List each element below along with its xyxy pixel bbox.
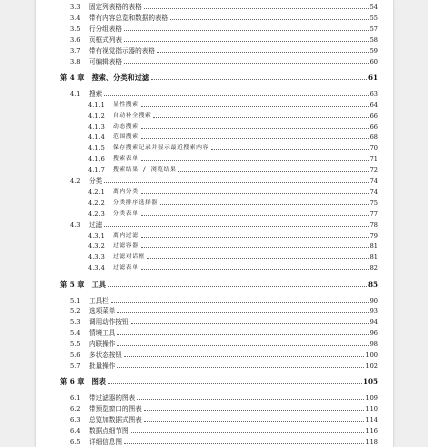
toc-entry-title: 页框式列表	[89, 35, 122, 44]
toc-entry-line	[60, 74, 378, 82]
toc-entry-title: 调用动作按钮	[89, 318, 129, 327]
dot-leader	[104, 95, 368, 96]
toc-entry-line	[60, 378, 378, 386]
dot-leader	[141, 247, 369, 248]
toc-entry-number: 4.1.7	[88, 166, 105, 175]
toc-entry-title: 内联操作	[89, 340, 116, 349]
toc-page-number: 75	[369, 198, 378, 207]
toc-page-number: 98	[369, 340, 378, 349]
toc-chapter-entry[interactable]	[36, 376, 393, 387]
toc-entry-title: 行分组表格	[89, 24, 122, 33]
toc-page-number: 79	[369, 231, 378, 240]
toc-page-number: 100	[365, 351, 378, 359]
toc-entry[interactable]	[36, 34, 393, 45]
dot-leader	[104, 182, 368, 183]
toc-entry-title: 显性搜索	[113, 101, 139, 108]
toc-entry-line	[89, 177, 378, 185]
toc-entry[interactable]	[36, 295, 393, 306]
toc-entry-line	[113, 264, 378, 272]
toc-entry-line	[89, 427, 378, 435]
dot-leader	[147, 258, 369, 259]
toc-entry-number: 4.1.6	[88, 155, 105, 164]
dot-leader	[151, 79, 367, 80]
toc-entry[interactable]	[36, 425, 393, 436]
toc-entry-line	[89, 438, 378, 446]
toc-entry[interactable]	[36, 121, 393, 132]
dot-leader	[117, 345, 368, 346]
toc-entry-title: 搜索结果 / 浏览结果	[113, 167, 177, 174]
toc-entry[interactable]	[36, 403, 393, 414]
toc-entry[interactable]	[36, 110, 393, 121]
dot-leader	[108, 383, 362, 384]
dot-leader	[157, 52, 369, 53]
dot-leader	[131, 323, 369, 324]
dot-leader	[124, 41, 369, 42]
toc-entry-line	[113, 188, 378, 196]
dot-leader	[153, 117, 368, 118]
toc-entry-title: 过滤表单	[113, 265, 139, 272]
toc-page-number: 60	[369, 57, 378, 66]
dot-leader	[144, 8, 369, 9]
toc-entry-line	[89, 340, 378, 348]
toc-entry-line	[89, 14, 378, 22]
toc-entry-title: 可编辑表格	[89, 57, 122, 66]
toc-page-number: 90	[369, 296, 378, 305]
dot-leader	[104, 226, 368, 227]
toc-entry-title: 动态搜索	[113, 123, 139, 130]
toc-entry-title: 分类表单	[113, 210, 139, 217]
toc-page-number: 118	[365, 437, 378, 446]
dot-leader	[144, 421, 365, 422]
toc-entry-number: 3.8	[70, 57, 81, 66]
toc-entry-number: 3.6	[70, 35, 81, 44]
toc-entry-number: 4.1.5	[88, 144, 105, 153]
toc-entry[interactable]	[36, 12, 393, 23]
toc-entry-line	[89, 351, 378, 359]
toc-entry[interactable]	[36, 56, 393, 67]
toc-entry[interactable]	[36, 240, 393, 251]
document-page	[36, 0, 393, 447]
toc-entry-line	[89, 90, 378, 98]
toc-entry-number: 6.4	[70, 426, 81, 435]
toc-entry-title: 多状态按钮	[89, 351, 122, 359]
toc-page-number: 64	[369, 100, 378, 109]
toc-entry-line	[89, 318, 378, 326]
dot-leader	[117, 367, 364, 368]
toc-page-number: 105	[362, 377, 378, 387]
toc-entry-number: 5.2	[70, 307, 81, 316]
toc-page-number: 58	[369, 35, 378, 44]
dot-leader	[124, 443, 364, 444]
toc-entry[interactable]	[36, 99, 393, 110]
toc-page-number: 114	[365, 416, 378, 424]
toc-entry[interactable]	[36, 186, 393, 197]
toc-entry-number: 6.3	[70, 416, 81, 424]
toc-entry-line	[113, 232, 378, 240]
toc-entry-number: 5.7	[70, 361, 81, 370]
toc-page-number: 63	[369, 89, 378, 98]
toc-entry-number: 3.4	[70, 13, 81, 22]
toc-entry-number: 3.3	[70, 3, 81, 11]
toc-entry-title: 过滤容器	[113, 243, 139, 250]
toc-entry-line	[89, 58, 378, 66]
toc-entry-title: 工具栏	[89, 296, 109, 305]
toc-entry-title: 搜索	[89, 89, 103, 98]
toc-entry-line	[113, 144, 378, 152]
toc-entry-line	[89, 36, 378, 44]
dot-leader	[141, 138, 369, 139]
toc-entry-title: 过滤	[89, 220, 103, 229]
toc-entry-title: 数据点细节图	[89, 426, 129, 435]
toc-entry[interactable]	[36, 436, 393, 447]
toc-page-number: 102	[365, 361, 378, 370]
toc-entry-title: 分类排序选择器	[113, 199, 158, 206]
toc-entry[interactable]	[36, 1, 393, 12]
dot-leader	[141, 269, 369, 270]
dot-leader	[137, 399, 364, 400]
toc-entry-title: 固定列表格的表格	[89, 3, 142, 11]
toc-page-number: 81	[369, 253, 378, 262]
toc-entry[interactable]	[36, 360, 393, 371]
toc-entry[interactable]	[36, 142, 393, 153]
toc-page-number: 61	[367, 72, 378, 82]
toc-entry-line	[113, 101, 378, 109]
toc-entry-number: 5.5	[70, 340, 81, 349]
toc-page-number: 81	[369, 242, 378, 251]
toc-entry-number: 4.3	[70, 220, 81, 229]
toc-page-number: 54	[369, 3, 378, 11]
dot-leader	[117, 334, 368, 335]
toc-entry-number: 6.2	[70, 405, 81, 414]
dot-leader	[117, 312, 368, 313]
dot-leader	[124, 30, 369, 31]
toc-page-number: 82	[369, 264, 378, 273]
toc-entry-number: 5.6	[70, 351, 81, 359]
toc-entry-number: 5.3	[70, 318, 81, 327]
toc-entry-line	[113, 210, 378, 218]
toc-entry-line	[89, 47, 378, 55]
toc-entry-number: 4.1.4	[88, 133, 105, 142]
toc-page-number: 96	[369, 329, 378, 338]
dot-leader	[160, 204, 369, 205]
dot-leader	[141, 215, 369, 216]
toc-chapter-entry[interactable]	[36, 279, 393, 290]
toc-entry-number: 4.2.3	[88, 209, 105, 218]
dot-leader	[108, 286, 367, 287]
toc-page-number: 77	[369, 209, 378, 218]
toc-page-number: 78	[369, 220, 378, 229]
toc-entry-line	[113, 166, 378, 174]
toc-entry-title: 离内过滤	[113, 232, 139, 239]
dot-leader	[141, 160, 369, 161]
toc-entry[interactable]	[36, 316, 393, 327]
toc-page-number: 109	[365, 394, 378, 403]
toc-entry[interactable]	[36, 392, 393, 403]
toc-entry-title: 带有视觉指示器的表格	[89, 46, 155, 55]
toc-page-number: 74	[369, 177, 378, 185]
toc-entry-number: 4.2.2	[88, 198, 105, 207]
toc-entry-title: 总览加数据式图表	[89, 416, 142, 424]
toc-entry-number: 5.4	[70, 329, 81, 338]
toc-entry[interactable]	[36, 327, 393, 338]
toc-entry-number: 5.1	[70, 296, 81, 305]
dot-leader	[131, 432, 365, 433]
toc-entry[interactable]	[36, 349, 393, 360]
toc-page-number: 68	[369, 133, 378, 142]
toc-entry-number: 3.5	[70, 24, 81, 33]
toc-entry-line	[89, 25, 378, 33]
toc-entry[interactable]	[36, 131, 393, 142]
toc-entry-title: 带预览窗口的图表	[89, 405, 142, 414]
toc-entry-number: 4.2.1	[88, 187, 105, 196]
toc-page-number: 71	[369, 155, 378, 164]
toc-entry-number: 4.3.4	[88, 264, 105, 273]
toc-page-number: 94	[369, 318, 378, 327]
toc-entry[interactable]	[36, 153, 393, 164]
toc-entry[interactable]	[36, 338, 393, 349]
toc-page-number: 59	[369, 46, 378, 55]
toc-entry-title: 分类	[89, 177, 103, 185]
toc-entry-title: 第 6 章 图表	[60, 377, 106, 387]
toc-entry-line	[89, 416, 378, 424]
toc-entry-number: 3.7	[70, 46, 81, 55]
toc-entry-line	[89, 362, 378, 370]
toc-entry[interactable]	[36, 197, 393, 208]
toc-entry[interactable]	[36, 251, 393, 262]
toc-entry-title: 保存搜索记录并显示最近搜索内容	[113, 145, 209, 152]
toc-entry[interactable]	[36, 175, 393, 186]
dot-leader	[178, 171, 368, 172]
toc-entry-line	[89, 405, 378, 413]
toc-page-number: 74	[369, 187, 378, 196]
toc-entry[interactable]	[36, 230, 393, 241]
toc-entry-number: 6.5	[70, 437, 81, 446]
toc-entry-line	[89, 221, 378, 229]
toc-page-number: 116	[365, 426, 378, 435]
toc-entry-line	[113, 133, 378, 141]
toc-entry-title: 第 4 章 搜索、分类和过滤	[60, 72, 150, 82]
toc-entry-title: 批量操作	[89, 361, 116, 370]
toc-entry-title: 范围搜索	[113, 134, 139, 141]
toc-entry[interactable]	[36, 305, 393, 316]
toc-entry-number: 4.2	[70, 177, 81, 185]
toc-entry-title: 选项菜单	[89, 307, 116, 316]
toc-entry[interactable]	[36, 164, 393, 175]
toc-entry-title: 过滤对话框	[113, 254, 145, 261]
toc-entry-line	[113, 123, 378, 131]
toc-entry[interactable]	[36, 208, 393, 219]
dot-leader	[144, 410, 365, 411]
toc-page-number: 66	[369, 111, 378, 120]
toc-entry-line	[113, 155, 378, 163]
toc-entry-title: 第 5 章 工具	[60, 279, 106, 289]
toc-entry-line	[89, 297, 378, 305]
toc-page-number: 66	[369, 122, 378, 131]
toc-entry-line	[113, 242, 378, 250]
toc-entry-number: 6.1	[70, 394, 81, 403]
dot-leader	[141, 106, 369, 107]
toc-page-number: 57	[369, 24, 378, 33]
toc-entry[interactable]	[36, 23, 393, 34]
dot-leader	[211, 149, 369, 150]
toc-chapter-entry[interactable]	[36, 72, 393, 83]
toc-entry-line	[89, 307, 378, 315]
toc-page-number: 72	[369, 166, 378, 175]
toc-entry[interactable]	[36, 88, 393, 99]
toc-entry-number: 4.1.1	[88, 100, 105, 109]
toc-entry-title: 带有内容总览和数据的表格	[89, 13, 169, 22]
toc-entry[interactable]	[36, 414, 393, 425]
toc-entry-number: 4.1.3	[88, 122, 105, 131]
toc-entry[interactable]	[36, 45, 393, 56]
toc-entry-line	[89, 394, 378, 402]
toc-entry-line	[113, 112, 378, 120]
toc-entry-line	[113, 199, 378, 207]
dot-leader	[141, 237, 369, 238]
toc-page-number: 70	[369, 144, 378, 153]
toc-entry-line	[60, 281, 378, 289]
toc-entry-line	[89, 329, 378, 337]
toc-entry-number: 4.3.3	[88, 253, 105, 262]
toc-entry-title: 详细信息图	[89, 437, 122, 446]
toc-entry-line	[89, 3, 378, 11]
toc-entry-title: 自动补全搜索	[113, 112, 152, 119]
dot-leader	[141, 193, 369, 194]
dot-leader	[141, 128, 369, 129]
toc-entry-title: 情境工具	[89, 329, 116, 338]
toc-entry-number: 4.3.2	[88, 242, 105, 251]
toc-page-number: 110	[365, 405, 378, 414]
toc-entry-number: 4.1.2	[88, 111, 105, 120]
dot-leader	[111, 302, 369, 303]
toc-entry-title: 搜索表单	[113, 156, 139, 163]
toc-page-number: 55	[369, 13, 378, 22]
toc-entry[interactable]	[36, 262, 393, 273]
toc-entry[interactable]	[36, 219, 393, 230]
toc-page-number: 93	[369, 307, 378, 316]
toc-entry-title: 带过滤器的图表	[89, 394, 136, 403]
dot-leader	[124, 63, 369, 64]
dot-leader	[124, 356, 364, 357]
toc-entry-number: 4.3.1	[88, 231, 105, 240]
toc-page-number: 85	[367, 279, 378, 289]
dot-leader	[170, 19, 368, 20]
toc-entry-line	[113, 253, 378, 261]
toc-entry-title: 离内分类	[113, 188, 139, 195]
toc-entry-number: 4.1	[70, 89, 81, 98]
